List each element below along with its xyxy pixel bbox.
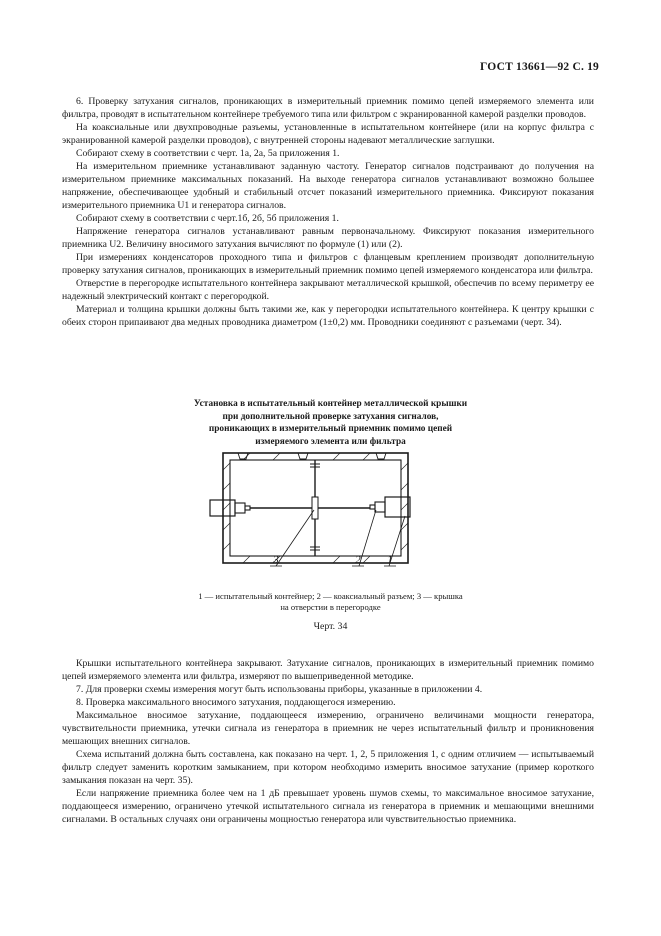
callout-2: 2: [355, 554, 361, 566]
paragraph: 6. Проверку затухания сигналов, проникающих в измерительный приемник помимо цепей измеряемого элемента или фильтра, проводят в испытательном контейнере требуемого типа или фильтром с экранированной камерой разделки проводов.: [62, 96, 594, 120]
left-connector-flange: [235, 503, 245, 513]
callout-3: 3: [273, 554, 279, 566]
legend-line: 1 — испытательный контейнер; 2 — коаксиальный разъем; 3 — крышка: [198, 591, 463, 601]
container-drawing: [180, 450, 440, 580]
paragraph: Собирают схему в соответствии с черт. 1а, 2а, 5а приложения 1.: [76, 148, 340, 159]
right-connector-body: [385, 497, 410, 517]
paragraph: Крышки испытательного контейнера закрывают. Затухание сигналов, проникающих в измерительный приемник помимо цепей измеряемого элемента или фильтра, измеряют по вышеприведенной методике.: [62, 658, 594, 682]
paragraph: При измерениях конденсаторов проходного типа и фильтров с фланцевым креплением производят дополнительную проверку затухания сигналов, проникающих в измерительный приемник помимо цепей измеряемого конденсатора или фильтра.: [62, 252, 594, 276]
paragraph: Отверстие в перегородке испытательного контейнера закрывают металлической крышкой, обеспечив по всему периметру ее надежный электрический контакт с перегородкой.: [62, 278, 594, 302]
text-block-top: [62, 95, 594, 329]
figure-title-line: проникающих в измерительный приемник помимо цепей: [208, 424, 453, 434]
left-connector-nut: [245, 506, 250, 510]
paragraph: На измерительном приемнике устанавливают заданную частоту. Генератор сигналов подстраивают до получения на измерительном приемнике максимальных показаний. На выходе генератора сигналов устанавливают возможно большее напряжение, обеспечивающее удобный и стабильный отсчет показаний измерительного приемника. Фиксируют показания измерительного приемника U1 и генератора сигналов.: [62, 161, 594, 211]
figure-title-line: измеряемого элемента или фильтра: [255, 436, 406, 447]
paragraph: Схема испытаний должна быть составлена, как показано на черт. 1, 2, 5 приложения 1, с одним отличием — испытываемый фильтр следует заменить коротким замыканием, при котором необходимо измерить вносимое затухание (пример короткого замыкания показан на черт. 35).: [62, 749, 594, 786]
figure-title-line: Установка в испытательный контейнер металлической крышки: [193, 399, 468, 409]
page-header: ГОСТ 13661—92 С. 19: [480, 61, 599, 73]
paragraph: Максимальное вносимое затухание, поддающееся измерению, ограничено величинами мощности генератора, чувствительности приемника, утечки сигнала из генератора в приемник не через испытательный фильтр и проникновения мешающих внешних сигналов.: [62, 710, 594, 747]
paragraph: Напряжение генератора сигналов устанавливают равным первоначальному. Фиксируют показания измерительного приемника U2. Величину вносимого затухания вычисляют по формуле (1) или (2).: [62, 226, 594, 250]
paragraph: Если напряжение приемника более чем на 1 дБ превышает уровень шумов схемы, то максимальное вносимое затухание, поддающееся измерению, ограничено утечкой испытательного сигнала из генератора в приемник и мешающими внешними сигналами. В остальных случаях они ограничены мощностью генератора или чувствительностью приемника.: [62, 788, 594, 825]
leader-line-3: [276, 510, 314, 566]
lid-notch: [376, 453, 386, 459]
paragraph: 8. Проверка максимального вносимого затухания, поддающегося измерению.: [76, 697, 396, 708]
right-connector-flange: [375, 502, 385, 512]
figure-title: [120, 398, 541, 448]
figure-legend: [120, 591, 541, 613]
cover-plate: [312, 497, 318, 519]
figure-caption: Черт. 34: [313, 621, 348, 632]
lid-notch: [238, 453, 248, 459]
figure-title-line: при дополнительной проверке затухания сигналов,: [222, 411, 439, 422]
legend-line: на отверстии в перегородке: [280, 602, 381, 612]
paragraph: Собирают схему в соответствии с черт.1б, 2б, 5б приложения 1.: [76, 213, 339, 224]
callout-1: 1: [387, 554, 393, 566]
right-connector-nut: [370, 505, 375, 509]
lid-notch: [298, 453, 308, 459]
leader-line-2: [359, 510, 376, 566]
text-block-bottom: [62, 657, 594, 826]
paragraph: 7. Для проверки схемы измерения могут быть использованы приборы, указанные в приложении 4.: [76, 684, 483, 695]
paragraph: На коаксиальные или двухпроводные разъемы, установленные в испытательном контейнере (или на корпус фильтра с экранированной камерой разделки проводов), с внутренней стороны надевают металлические заглушки.: [62, 122, 594, 146]
paragraph: Материал и толщина крышки должны быть такими же, как у перегородки испытательного контейнера. К центру крышки с обеих сторон припаивают два медных проводника диаметром (1±0,2) мм. Проводники соединяют с разъемами (черт. 34).: [62, 304, 594, 328]
